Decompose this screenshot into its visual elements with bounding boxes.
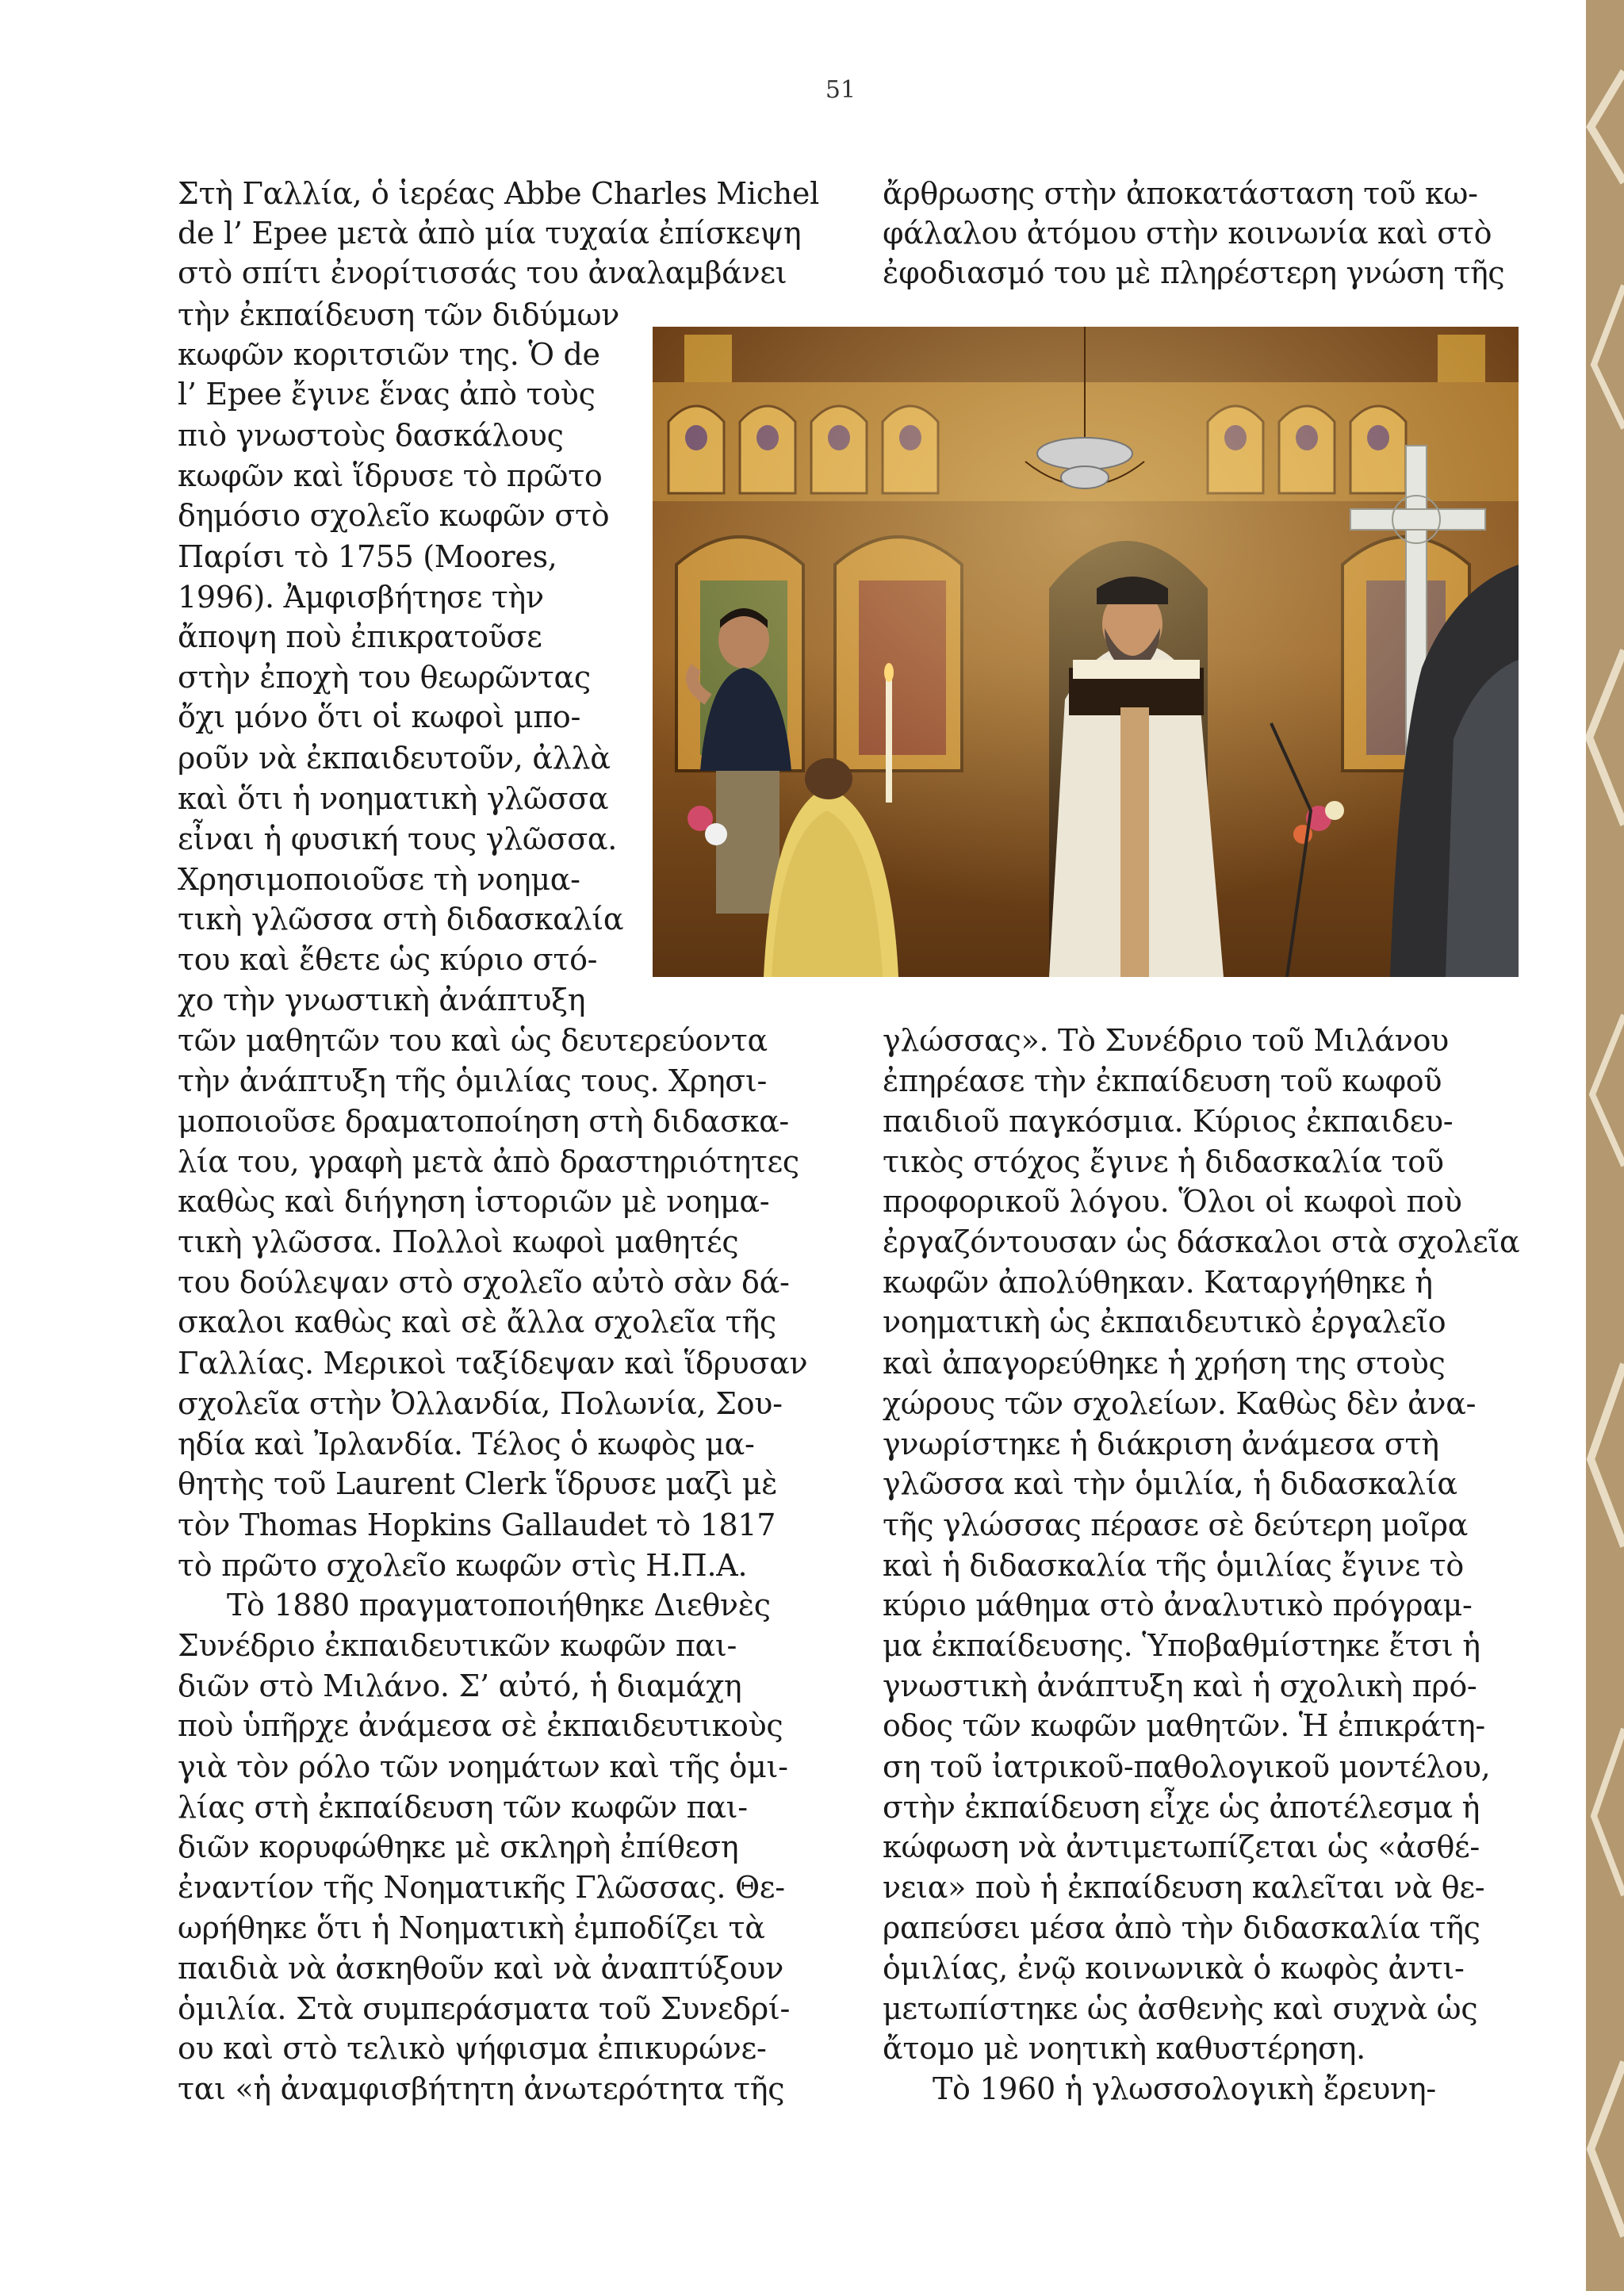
paragraph-line: καὶ ὅτι ἡ νοηματικὴ γλῶσσα [178,781,609,816]
page-edge-decoration [1586,0,1624,2291]
paragraph-line: φάλαλου ἀτόμου στὴν κοινωνία καὶ στὸ [883,216,1492,251]
paragraph-line: σχολεῖα στὴν Ὀλλανδία, Πολωνία, Σου- [178,1386,783,1421]
paragraph-line: μα ἐκπαίδευσης. Ὑποβαθμίστηκε ἔτσι ἡ [883,1628,1480,1663]
paragraph-line: de l’ Epee μετὰ ἀπὸ μία τυχαία ἐπίσκεψη [178,216,802,251]
paragraph-line: προφορικοῦ λόγου. Ὅλοι οἱ κωφοὶ ποὺ [883,1184,1462,1219]
paragraph-line: Τὸ 1880 πραγματοποιήθηκε Διεθνὲς [227,1588,771,1622]
paragraph-line: κωφῶν κοριτσιῶν της. Ὁ de [178,337,600,372]
paragraph-line: καθὼς καὶ διήγηση ἱστοριῶν μὲ νοημα- [178,1184,770,1219]
paragraph-line: ἐπηρέασε τὴν ἐκπαίδευση τοῦ κωφοῦ [883,1063,1442,1098]
paragraph-line: τικὸς στόχος ἔγινε ἡ διδασκαλία τοῦ [883,1144,1444,1179]
church-interior-photo [653,327,1519,977]
paragraph-line: Στὴ Γαλλία, ὁ ἱερέας Abbe Charles Michel [178,176,819,211]
paragraph-line: στὴν ἐκπαίδευση εἶχε ὡς ἀποτέλεσμα ἡ [883,1790,1480,1825]
paragraph-line: σκαλοι καθὼς καὶ σὲ ἄλλα σχολεῖα τῆς [178,1304,776,1339]
paragraph-line: ὁμιλία. Στὰ συμπεράσματα τοῦ Συνεδρί- [178,1991,791,2026]
paragraph-line: ἐφοδιασμό του μὲ πληρέστερη γνώση τῆς [883,255,1505,290]
paragraph-line: γιὰ τὸν ρόλο τῶν νοημάτων καὶ τῆς ὁμι- [178,1749,788,1784]
paragraph-line: τῆς γλώσσας πέρασε σὲ δεύτερη μοῖρα [883,1508,1469,1542]
paragraph-line: εἶναι ἡ φυσική τους γλῶσσα. [178,822,617,856]
paragraph-line: ἐργαζόντουσαν ὡς δάσκαλοι στὰ σχολεῖα [883,1224,1520,1259]
paragraph-line: τὴν ἐκπαίδευση τῶν διδύμων [178,297,620,332]
paragraph-line: ἄτομο μὲ νοητικὴ καθυστέρηση. [883,2031,1365,2066]
paragraph-line: θητὴς τοῦ Laurent Clerk ἵδρυσε μαζὶ μὲ [178,1466,778,1501]
paragraph-line: Τὸ 1960 ἡ γλωσσολογικὴ ἔρευνη- [933,2071,1436,2106]
paragraph-line: διῶν κορυφώθηκε μὲ σκληρὴ ἐπίθεση [178,1829,739,1864]
paragraph-line: τὸν Thomas Hopkins Gallaudet τὸ 1817 [178,1508,776,1542]
paragraph-line: ροῦν νὰ ἐκπαιδευτοῦν, ἀλλὰ [178,741,611,776]
paragraph-line: Χρησιμοποιοῦσε τὴ νοημα- [178,862,580,897]
page-number: 51 [825,76,856,104]
paragraph-line: πιὸ γνωστοὺς δασκάλους [178,418,564,453]
paragraph-line: ὄχι μόνο ὅτι οἱ κωφοὶ μπο- [178,699,581,734]
paragraph-line: ἄποψη ποὺ ἐπικρατοῦσε [178,619,542,654]
paragraph-line: οδος τῶν κωφῶν μαθητῶν. Ἡ ἐπικράτη- [883,1708,1485,1743]
paragraph-line: λίας στὴ ἐκπαίδευση τῶν κωφῶν παι- [178,1790,748,1825]
paragraph-line: καὶ ἡ διδασκαλία τῆς ὁμιλίας ἔγινε τὸ [883,1548,1464,1583]
paragraph-line: τὸ πρῶτο σχολεῖο κωφῶν στὶς Η.Π.Α. [178,1548,748,1583]
paragraph-line: ἄρθρωσης στὴν ἀποκατάσταση τοῦ κω- [883,176,1478,211]
paragraph-line: νοηματικὴ ὡς ἐκπαιδευτικὸ ἐργαλεῖο [883,1304,1446,1339]
paragraph-line: καὶ ἀπαγορεύθηκε ἡ χρήση της στοὺς [883,1346,1446,1381]
paragraph-line: ση τοῦ ἰατρικοῦ-παθολογικοῦ μοντέλου, [883,1749,1491,1784]
paragraph-line: ηδία καὶ Ἰρλανδία. Τέλος ὁ κωφὸς μα- [178,1427,755,1462]
paragraph-line: μετωπίστηκε ὡς ἀσθενὴς καὶ συχνὰ ὡς [883,1991,1478,2026]
paragraph-line: του καὶ ἔθετε ὡς κύριο στό- [178,942,598,977]
paragraph-line: ται «ἡ ἀναμφισβήτητη ἀνωτερότητα τῆς [178,2071,785,2106]
paragraph-line: στὸ σπίτι ἐνορίτισσάς του ἀναλαμβάνει [178,255,787,290]
paragraph-line: Παρίσι τὸ 1755 (Moores, [178,539,557,574]
paragraph-line: μοποιοῦσε δραματοποίηση στὴ διδασκα- [178,1104,789,1139]
paragraph-line: γνωρίστηκε ἡ διάκριση ἀνάμεσα στὴ [883,1427,1439,1462]
paragraph-line: τικὴ γλῶσσα. Πολλοὶ κωφοὶ μαθητές [178,1224,739,1259]
paragraph-line: χο τὴν γνωστικὴ ἀνάπτυξη [178,983,586,1017]
paragraph-line: 1996). Ἀμφισβήτησε τὴν [178,580,544,615]
paragraph-line: παιδιοῦ παγκόσμια. Κύριος ἐκπαιδευ- [883,1104,1454,1139]
paragraph-line: τὴν ἀνάπτυξη τῆς ὁμιλίας τους. Χρησι- [178,1063,768,1098]
paragraph-line: τικὴ γλῶσσα στὴ διδασκαλία [178,902,624,937]
paragraph-line: ραπεύσει μέσα ἀπὸ τὴν διδασκαλία τῆς [883,1910,1480,1945]
paragraph-line: κώφωση νὰ ἀντιμετωπίζεται ὡς «ἀσθέ- [883,1829,1480,1864]
paragraph-line: κωφῶν καὶ ἵδρυσε τὸ πρῶτο [178,458,603,493]
paragraph-line: δημόσιο σχολεῖο κωφῶν στὸ [178,498,610,533]
paragraph-line: l’ Epee ἔγινε ἕνας ἀπὸ τοὺς [178,377,596,412]
paragraph-line: ποὺ ὑπῆρχε ἀνάμεσα σὲ ἐκπαιδευτικοὺς [178,1708,783,1743]
paragraph-line: γλῶσσα καὶ τὴν ὁμιλία, ἡ διδασκαλία [883,1466,1457,1501]
paragraph-line: ὁμιλίας, ἐνῷ κοινωνικὰ ὁ κωφὸς ἀντι- [883,1951,1465,1986]
paragraph-line: νεια» ποὺ ἡ ἐκπαίδευση καλεῖται νὰ θε- [883,1870,1485,1905]
paragraph-line: λία του, γραφὴ μετὰ ἀπὸ δραστηριότητες [178,1144,799,1179]
paragraph-line: Γαλλίας. Μερικοὶ ταξίδεψαν καὶ ἵδρυσαν [178,1346,808,1381]
paragraph-line: στὴν ἐποχὴ του θεωρῶντας [178,660,591,695]
paragraph-line: ἐναντίον τῆς Νοηματικῆς Γλῶσσας. Θε- [178,1870,785,1905]
edge-pattern [1586,0,1624,2291]
paragraph-line: ου καὶ στὸ τελικὸ ψήφισμα ἐπικυρώνε- [178,2031,767,2066]
paragraph-line: διῶν στὸ Μιλάνο. Σ’ αὐτό, ἡ διαμάχη [178,1668,742,1703]
paragraph-line: τῶν μαθητῶν του καὶ ὡς δευτερεύοντα [178,1023,768,1058]
paragraph-line: ωρήθηκε ὅτι ἡ Νοηματικὴ ἐμποδίζει τὰ [178,1910,765,1945]
paragraph-line: κωφῶν ἀπολύθηκαν. Καταργήθηκε ἡ [883,1265,1433,1300]
paragraph-line: γνωστικὴ ἀνάπτυξη καὶ ἡ σχολικὴ πρό- [883,1668,1477,1703]
paragraph-line: γλώσσας». Τὸ Συνέδριο τοῦ Μιλάνου [883,1023,1449,1058]
paragraph-line: χώρους τῶν σχολείων. Καθὼς δὲν ἀνα- [883,1386,1477,1421]
paragraph-line: παιδιὰ νὰ ἀσκηθοῦν καὶ νὰ ἀναπτύξουν [178,1951,784,1986]
paragraph-line: Συνέδριο ἐκπαιδευτικῶν κωφῶν παι- [178,1628,737,1663]
paragraph-line: κύριο μάθημα στὸ ἀναλυτικὸ πρόγραμ- [883,1588,1473,1622]
paragraph-line: του δούλεψαν στὸ σχολεῖο αὐτὸ σὰν δά- [178,1265,790,1300]
